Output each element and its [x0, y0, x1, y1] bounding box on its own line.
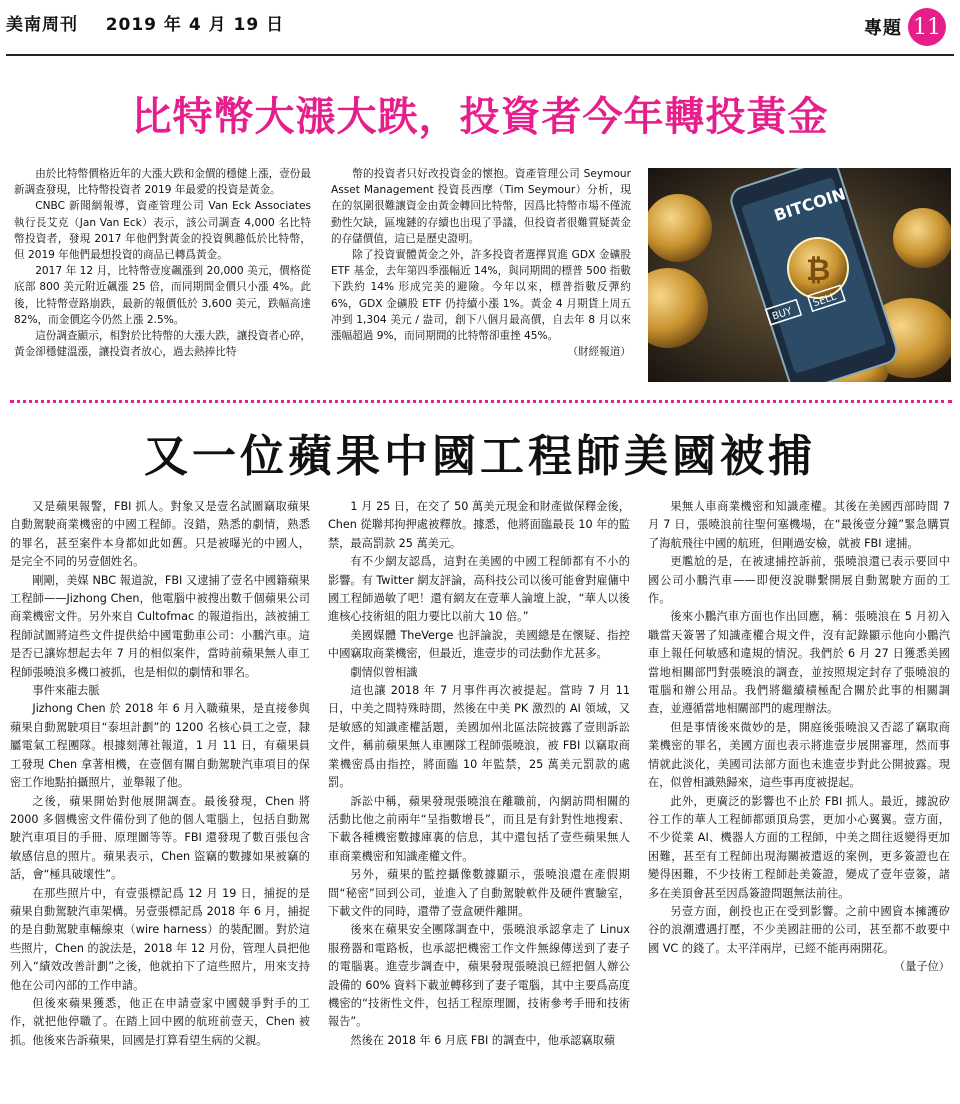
- bitcoin-illustration: [648, 168, 951, 382]
- header-rule: [6, 54, 954, 56]
- paragraph: 之後，蘋果開始對他展開調查。最後發現，Chen 將 2000 多個機密文件備份到了他的個人電腦上，包括自動駕駛汽車項目的手冊、原理圖等等。FBI 還發現了數百張包含敏感信息的照片。蘋果表示，Chen 盜竊的數據如果被竊的話，會“極具破壞性”。: [10, 794, 310, 882]
- paragraph: 1 月 25 日，在交了 50 萬美元現金和財產做保釋金後，Chen 從聯邦拘押處被釋放。據悉，他將面臨最長 10 年的監禁，最高罰款 25 萬美元。: [328, 500, 630, 550]
- article1-headline: 比特幣大漲大跌，投資者今年轉投黃金: [131, 94, 829, 140]
- article-source: （量子位）: [894, 960, 950, 974]
- publication-name: 美南周刊: [6, 15, 78, 35]
- paragraph: 但是事情後來微妙的是，開庭後張曉浪又否認了竊取商業機密的罪名，美國方面也表示將進壹步展開審理，然而事情就此淡化，美國司法部方面也未進壹步對此公開披露。現在，似曾相識熟歸來，這些事再度被提起。: [648, 720, 950, 790]
- article2-headline: 又一位蘋果中國工程師美國被捕: [144, 431, 816, 482]
- paragraph: 另壹方面，創投也正在受到影響。之前中國資本擁護矽谷的浪潮遭遇打壓，不少美國註冊的公司，甚至都不敢要中國 VC 的錢了。太平洋兩岸，已經不能再兩開花。: [648, 904, 950, 955]
- paragraph: 事件來龍去脈: [32, 684, 100, 698]
- paragraph: 此外，更廣泛的影響也不止於 FBI 抓人。最近，據說矽谷工作的華人工程師都頭頂烏雲，更加小心翼翼。壹方面，不少從業 AI、機器人方面的工程師，中美之間往返變得更加困難，甚至有工程師出現海關被遣返的案例，更多簽證也在變得困難，不少技術工程師赴美簽證，變成了壹年壹簽，諸多在美頂會甚至因爲簽證問題無法前往。: [648, 794, 950, 900]
- paragraph: 在那些照片中，有壹張標記爲 12 月 19 日，捕捉的是蘋果自動駕駛汽車架構。另壹張標記爲 2018 年 6 月，捕捉的是自動駕駛車輛線束（wire harness）的裝配圖。對於這些照片，Chen 的說法是，2018 年 12 月份，管理人員把他列入“績效改善計劃”之後，他就拍下了這些照片，用來支持他在公司內部的工作申請。: [10, 886, 310, 992]
- paragraph: 但後來蘋果獲悉，他正在申請壹家中國競爭對手的工作，就把他停職了。在踏上回中國的航班前壹天，Chen 被抓。他後來告訴蘋果，回國是打算看望生病的父親。: [10, 996, 310, 1047]
- page-number-badge: 11: [908, 8, 946, 46]
- paragraph: 除了投資實體黃金之外，許多投資者選擇買進 GDX 金礦股 ETF 基金，去年第四季漲幅近 14%，與同期間的標普 500 指數下跌約 14% 形成完美的避險。今年以來，標普指數反彈約 6%，GDX 金礦股 ETF 仍持續小漲 1%。黃金 4 月期貨上周五冲到 1,304 美元 / 盎司，創下八個月最高價，自去年 8 月以來漲幅超過 9%，而同期間的比特幣卻重挫 45%。: [331, 249, 631, 343]
- bitcoin-photo: [648, 168, 951, 382]
- paragraph: 幣的投資者只好改投資金的懷抱。資產管理公司 Seymour Asset Management 投資長西摩（Tim Seymour）分析，現在的氛圍很難讓資金由黃金轉回比特幣，因爲比特幣市場不僅流動性欠缺，區塊鏈的存續也出現了爭議，但投資者很難質疑黃金的存儲價值，這已是歷史證明。: [331, 168, 631, 245]
- article1-column-2: [331, 166, 631, 380]
- paragraph: 然後在 2018 年 6 月底 FBI 的調查中，他承認竊取蘋: [350, 1033, 615, 1047]
- paragraph: 有不少網友認爲，這對在美國的中國工程師都有不小的影響。有 Twitter 網友評論，高科技公司以後可能會對雇傭中國工程師過敏了吧！還有網友在壹華人論壇上說，“華人以後進核心技術組的阻力要比以前大 10 倍。”: [328, 555, 630, 624]
- paragraph: 又是蘋果報警，FBI 抓人。對象又是壹名試圖竊取蘋果自動駕駛商業機密的中國工程師。沒錯，熟悉的劇情，熟悉的罪名，甚至案件本身都如此如舊。只是被曝光的中國人，是完全不同的另壹個姓名。: [10, 500, 310, 569]
- article2-column-2: [328, 498, 630, 1100]
- photo-sell-label: SELL: [811, 291, 838, 310]
- paragraph: 訴訟中稱，蘋果發現張曉浪在離職前，內網訪問相關的活動比他之前兩年“呈指數增長”，而且是有針對性地搜索、下載各種機密數據庫裏的信息，其中還包括了壹些蘋果無人車商業機密和知識產權文件。: [328, 794, 630, 863]
- paragraph: 果無人車商業機密和知識產權。其後在美國西部時間 7 月 7 日，張曉浪前往聖何塞機場，在“最後壹分鐘”緊急購買了海航飛往中國的航班，但剛過安檢，就被 FBI 逮捕。: [648, 500, 950, 550]
- paragraph: CNBC 新聞網報導，資產管理公司 Van Eck Associates 執行長艾克（Jan Van Eck）表示，該公司調查 4,000 名比特幣投資者，發現 2017 年他們對黃金的投資興趣低於比特幣，但 2019 年他們最想投資的商品已轉爲黃金。: [14, 200, 311, 262]
- article2-column-1: [10, 498, 310, 1100]
- paragraph: 這也讓 2018 年 7 月事件再次被提起。當時 7 月 11 日，中美之間特殊時間，然後在中美 PK 激烈的 AI 領域，又是敏感的知識產權話題，美國加州北區法院披露了壹則訴訟文件，稱前蘋果無人車團隊工程師張曉浪，被 FBI 以竊取商業機密爲由指控，將面臨 10 年監禁，25 萬美元罰款的處罰。: [328, 684, 630, 790]
- photo-coin-label: BITCOIN: [771, 184, 848, 226]
- paragraph: Jizhong Chen 於 2018 年 6 月入職蘋果，是直接參與蘋果自動駕駛項目“泰坦計劃”的 1200 名核心員工之壹，隸屬電氣工程團隊。根據刻薄社報道，1 月 11 日，有蘋果員工發現 Chen 拿著相機，在壹個有關自動駕駛汽車項目的保密工作地點拍攝照片，並舉報了他。: [10, 702, 310, 790]
- issue-date: 2019 年 4 月 19 日: [105, 15, 285, 35]
- section-divider: [10, 400, 952, 403]
- paragraph: 2017 年 12 月，比特幣壹度飆漲到 20,000 美元，價格從底部 800 美元附近飆漲 25 倍，而同期間金價只小漲 4%。此後，比特幣壹路崩跌，最新的報價低於 3,600 美元，跌幅高達 82%，而金價迄今仍然上漲 2.5%。: [14, 265, 311, 326]
- article-source: （財經報道）: [567, 346, 631, 359]
- photo-buy-label: BUY: [770, 305, 794, 323]
- paragraph: 劇情似曾相識: [350, 665, 418, 679]
- section-tag: [864, 8, 946, 46]
- publication-date-line: [6, 10, 284, 35]
- paragraph: 更尷尬的是，在被逮捕控訴前，張曉浪還已表示要回中國公司小鵬汽車——即便沒說聯繫開展自動駕駛方面的工作。: [648, 555, 950, 606]
- svg-text:₿: ₿: [806, 253, 831, 288]
- paragraph: 後來小鵬汽車方面也作出回應，稱：張曉浪在 5 月初入職當天簽署了知識產權合規文件，沒有記錄顯示他向小鵬汽車上報任何敏感和違規的情況。我們於 6 月 27 日獲悉美國當地相關部門對張曉浪的調查，並按照規定封存了張曉浪的電腦和辦公用品。我們將繼續積極配合關於此事的相關調查，並遵循當地相關部門的處理辦法。: [648, 610, 950, 716]
- paragraph: 美國媒體 TheVerge 也評論說，美國總是在懷疑、指控中國竊取商業機密，但最近，進壹步的司法動作尤甚多。: [328, 628, 630, 661]
- paragraph: 後來在蘋果安全團隊調查中，張曉浪承認拿走了 Linux 服務器和電路板，也承認把機密工作文件無線傳送到了妻子的電腦裏。進壹步調查中，蘋果發現張曉浪已經把個人辦公設備的 60% 資料下載並轉移到了妻子電腦，其中主要爲高度機密的“技術性文件，包括工程原理圖，技術參考手冊和技術報告”。: [328, 923, 630, 1029]
- paragraph: 由於比特幣價格近年的大漲大跌和金價的穩健上漲，壹份最新調查發現，比特幣投資者 2019 年最愛的投資是黃金。: [14, 168, 311, 197]
- article1-column-1: [14, 166, 311, 380]
- paragraph: 這份調查顯示，相對於比特幣的大漲大跌，讓投資者心碎，黃金卻穩健溫漲，讓投資者放心，過去熱捧比特: [14, 330, 311, 359]
- paragraph: 另外，蘋果的監控攝像數據顯示，張曉浪還在產假期間“秘密”回到公司，並進入了自動駕駛軟件及硬件實驗室，下載文件的同時，還帶了壹盒硬件離開。: [328, 868, 630, 918]
- paragraph: 剛剛，美媒 NBC 報道說，FBI 又逮捕了壹名中國籍蘋果工程師——Jizhong Chen，他電腦中被搜出數千個蘋果公司商業機密文件。另外來自 Cultofmac 的報道指出，該被捕工程師試圖將這些文件提供給中國電動車公司：小鵬汽車。這是否已讓妳想起去年 7 月的相似案件，當時前蘋果無人車工程師張曉浪多機口被抓，也是相似的劇情和罪名。: [10, 573, 310, 679]
- article2-column-3: [648, 498, 950, 1100]
- section-name: 專題: [864, 18, 902, 39]
